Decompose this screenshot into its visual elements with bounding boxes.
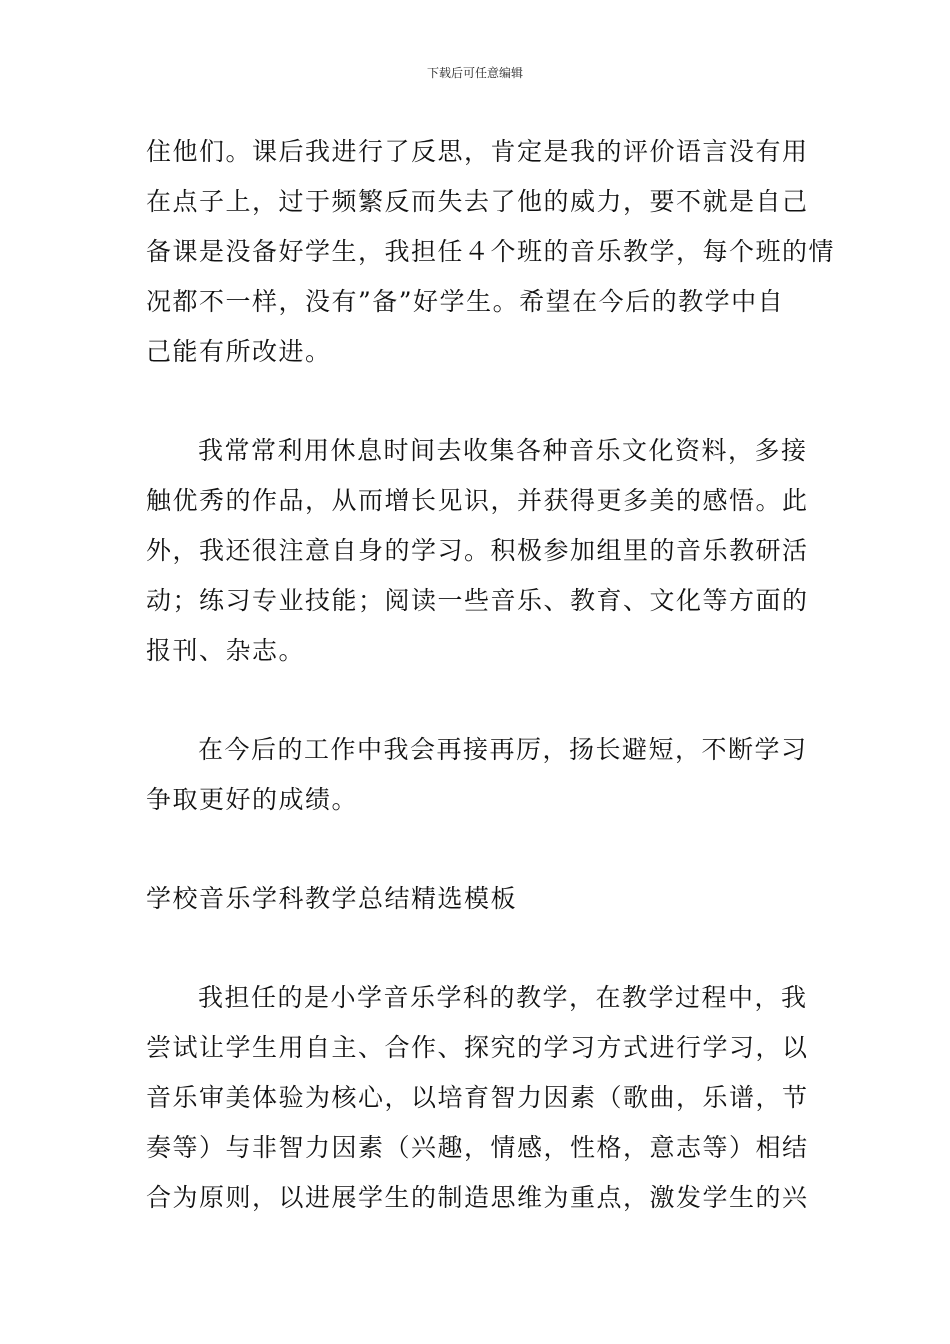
text-line: 触优秀的作品，从而增长见识，并获得更多美的感悟。此 [146,486,809,515]
text-line: 报刊、杂志。 [146,636,306,665]
text-line: 我担任的是小学音乐学科的教学，在教学过程中，我 [198,983,808,1012]
paragraph-gap [146,825,808,874]
text-line: 合为原则，以进展学生的制造思维为重点，激发学生的兴 [146,1183,809,1212]
text-line: 况都不一样，没有”备”好学生。希望在今后的教学中自 [146,287,785,316]
text-line: 动；练习专业技能；阅读一些音乐、教育、文化等方面的 [146,586,809,615]
paragraph-teaching [146,973,808,1223]
section-title-text: 学校音乐学科教学总结精选模板 [146,884,518,913]
text-line: 己能有所改进。 [146,337,332,366]
section-title [146,874,808,924]
paragraph-future [146,725,808,825]
paragraph-reflection [146,127,836,377]
paragraph-gap [146,377,808,426]
page-header: 下载后可任意编辑 [426,66,523,80]
text-line: 住他们。课后我进行了反思，肯定是我的评价语言没有用 [146,137,809,166]
text-line: 备课是没备好学生，我担任４个班的音乐教学，每个班的情 [146,237,836,266]
text-line: 奏等）与非智力因素（兴趣，情感，性格，意志等）相结 [146,1133,809,1162]
text-line: 音乐审美体验为核心，以培育智力因素（歌曲，乐谱，节 [146,1083,809,1112]
text-line: 外，我还很注意自身的学习。积极参加组里的音乐教研活 [146,536,809,565]
paragraph-gap [146,924,808,973]
paragraph-gap [146,676,808,725]
text-line: 尝试让学生用自主、合作、探究的学习方式进行学习，以 [146,1033,809,1062]
paragraph-self-study [146,426,808,676]
text-line: 争取更好的成绩。 [146,785,359,814]
document-body [146,127,836,1223]
text-line: 我常常利用休息时间去收集各种音乐文化资料，多接 [198,436,808,465]
text-line: 在点子上，过于频繁反而失去了他的威力，要不就是自己 [146,187,809,216]
text-line: 在今后的工作中我会再接再厉，扬长避短，不断学习 [198,735,808,764]
